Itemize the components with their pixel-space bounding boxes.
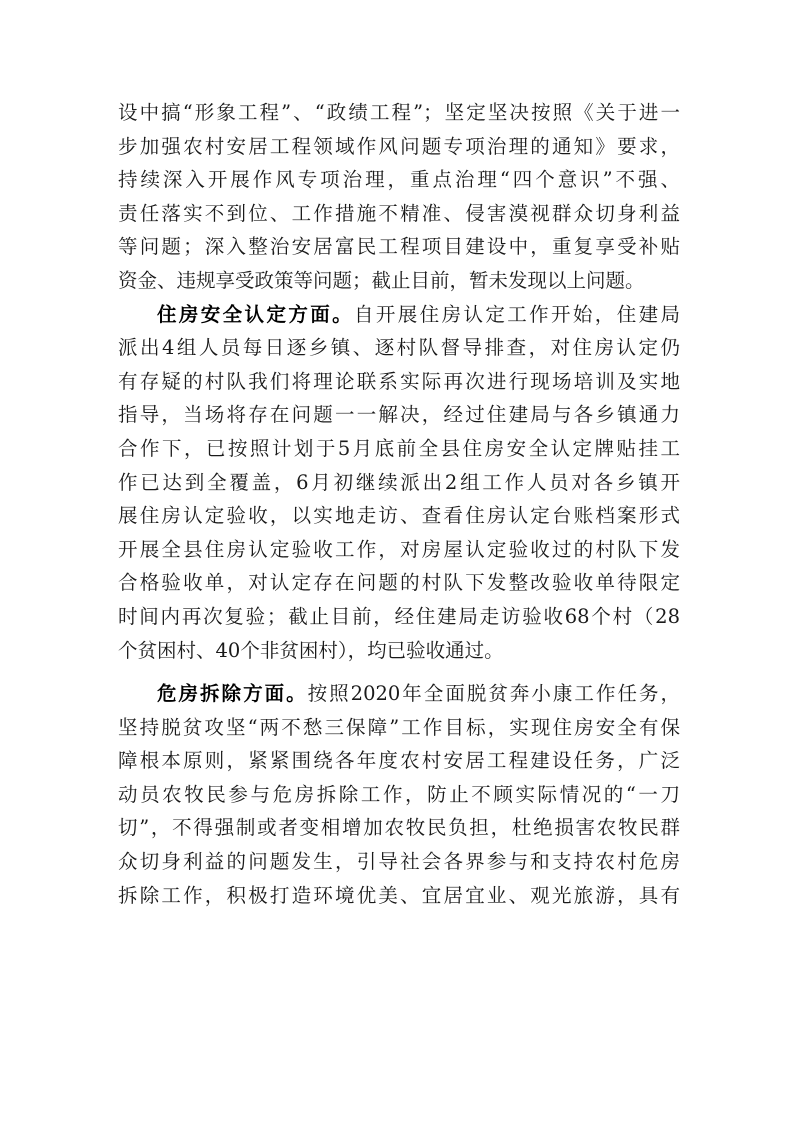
section-heading: 住房安全认定方面。: [157, 302, 355, 326]
text-line: 步加强农村安居工程领域作风问题专项治理的通知》要求，: [118, 134, 680, 158]
text-line: 资金、违规享受政策等问题；截止目前，暂未发现以上问题。: [118, 268, 645, 292]
text-line: [118, 298, 680, 332]
text-line: 合作下，已按照计划于5月底前全县住房安全认定牌贴挂工: [118, 436, 680, 460]
text-line: 设中搞“形象工程”、“政绩工程”；坚定坚决按照《关于进一: [118, 101, 680, 124]
text-line: 个贫困村、40个非贫困村），均已验收通过。: [118, 638, 504, 662]
paragraph-2: [118, 298, 680, 668]
text-line: 展住房认定验收，以实地走访、查看住房认定台账档案形式: [118, 504, 680, 528]
text-run: 按照2020年全面脱贫奔小康工作任务，: [307, 682, 680, 706]
paragraph-spacer: [118, 667, 680, 677]
text-line: 切”，不得强制或者变相增加农牧民负担，杜绝损害农牧民群: [118, 816, 680, 840]
text-line: 持续深入开展作风专项治理，重点治理“四个意识”不强、: [118, 168, 680, 192]
text-line: 指导，当场将存在问题一一解决，经过住建局与各乡镇通力: [118, 403, 680, 427]
text-line: 众切身利益的问题发生，引导社会各界参与和支持农村危房: [118, 850, 680, 874]
body-text: [118, 96, 680, 912]
text-run: 自开展住房认定工作开始，住建局: [354, 302, 680, 326]
paragraph-1: [118, 96, 680, 298]
text-line: 动员农牧民参与危房拆除工作，防止不顾实际情况的“一刀: [118, 782, 680, 806]
text-line: 时间内再次复验；截止目前，经住建局走访验收68个村（28: [118, 604, 680, 628]
text-line: 等问题；深入整治安居富民工程项目建设中，重复享受补贴: [118, 235, 680, 259]
section-heading: 危房拆除方面。: [157, 682, 308, 706]
text-line: 作已达到全覆盖，6月初继续派出2组工作人员对各乡镇开: [118, 470, 680, 494]
text-line: 有存疑的村队我们将理论联系实际再次进行现场培训及实地: [118, 369, 680, 393]
paragraph-3: [118, 677, 680, 912]
text-line: 派出4组人员每日逐乡镇、逐村队督导排查，对住房认定仍: [118, 336, 680, 360]
text-line: [118, 677, 680, 711]
text-line: 合格验收单，对认定存在问题的村队下发整改验收单待限定: [118, 571, 680, 595]
text-line: 拆除工作，积极打造环境优美、宜居宜业、观光旅游，具有: [118, 883, 680, 907]
text-line: 责任落实不到位、工作措施不精准、侵害漠视群众切身利益: [118, 201, 680, 225]
text-line: 坚持脱贫攻坚“两不愁三保障”工作目标，实现住房安全有保: [118, 715, 680, 739]
text-line: 开展全县住房认定验收工作，对房屋认定验收过的村队下发: [118, 537, 680, 561]
text-line: 障根本原则，紧紧围绕各年度农村安居工程建设任务，广泛: [118, 749, 680, 773]
